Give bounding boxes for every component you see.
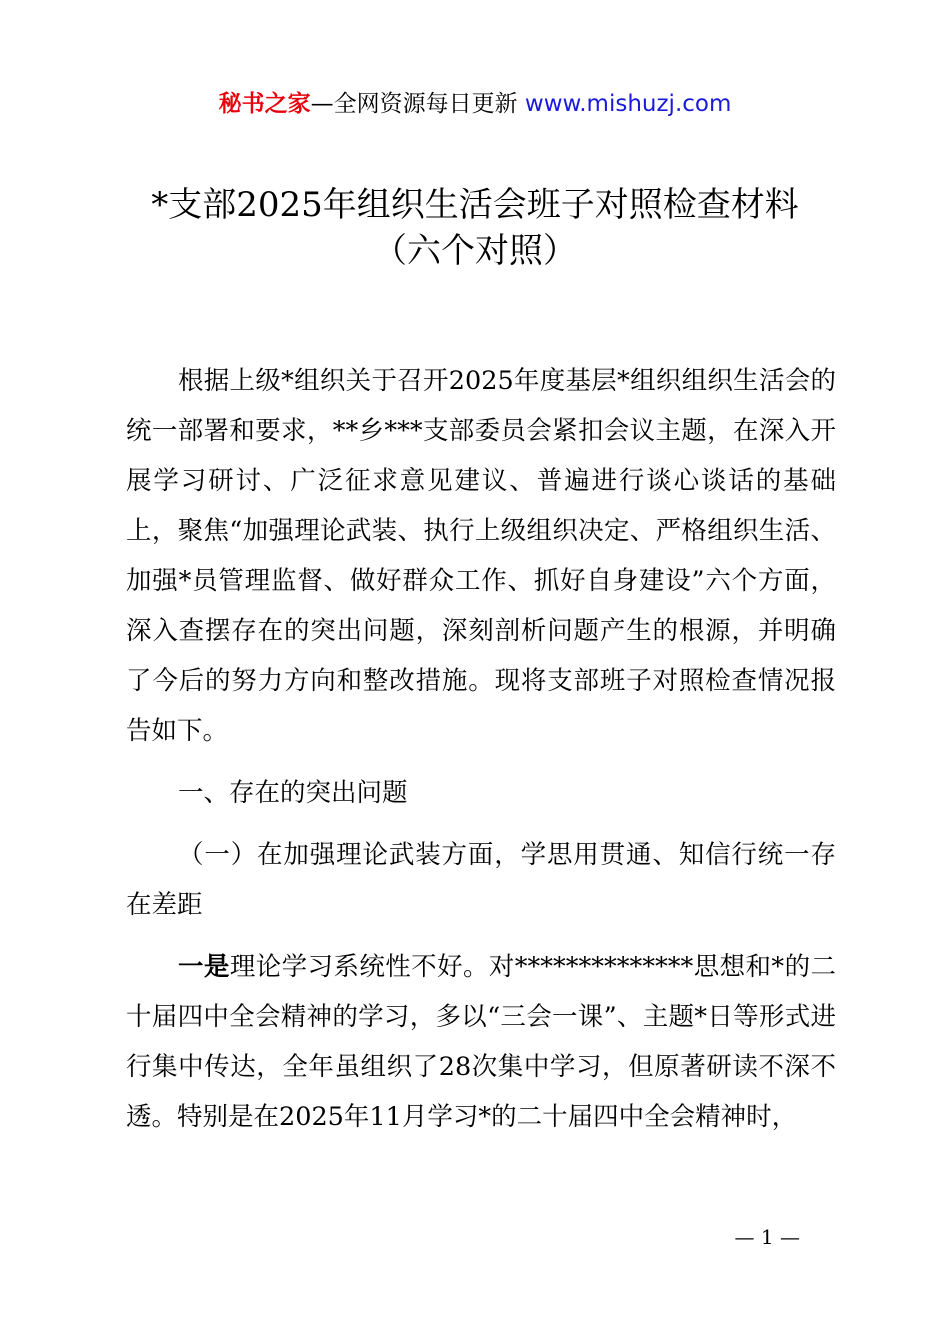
section-heading-1: 一、存在的突出问题 [178, 778, 408, 808]
point-lead: 一是 [178, 952, 230, 982]
intro-paragraph: 根据上级*组织关于召开2025年度基层*组织组织生活会的统一部署和要求，**乡***支部委员会紧扣会议主题，在深入开展学习研讨、广泛征求意见建议、普遍进行谈心谈话的基础上，聚焦“加强理论武装、执行上级组织决定、严格组织生活、加强*员管理监督、做好群众工作、抓好自身建设”六个方面，深入查摆存在的突出问题，深刻剖析问题产生的根源，并明确了今后的努力方向和整改措施。现将支部班子对照检查情况报告如下。 [126, 366, 836, 746]
page-number: — 1 — [734, 1225, 800, 1249]
subsection-heading-1: （一）在加强理论武装方面，学思用贯通、知信行统一存在差距 [126, 840, 836, 920]
banner-slogan: —全网资源每日更新 [310, 91, 525, 117]
banner-url-link[interactable]: www.mishuzj.com [524, 91, 732, 117]
site-banner [0, 86, 950, 122]
document-body [126, 356, 836, 1142]
banner-brand: 秘书之家 [218, 91, 311, 117]
document-title [0, 182, 950, 274]
point-text: 理论学习系统性不好。对**************思想和*的二十届四中全会精神的学习，多以“三会一课”、主题*日等形式进行集中传达，全年虽组织了28次集中学习，但原著研读不深不透。特别是在2025年11月学习*的二十届四中全会精神时， [126, 952, 836, 1132]
point-paragraph-1 [126, 942, 836, 1142]
title-line-1: *支部2025年组织生活会班子对照检查材料 [151, 185, 799, 225]
title-line-2: （六个对照） [373, 231, 577, 271]
